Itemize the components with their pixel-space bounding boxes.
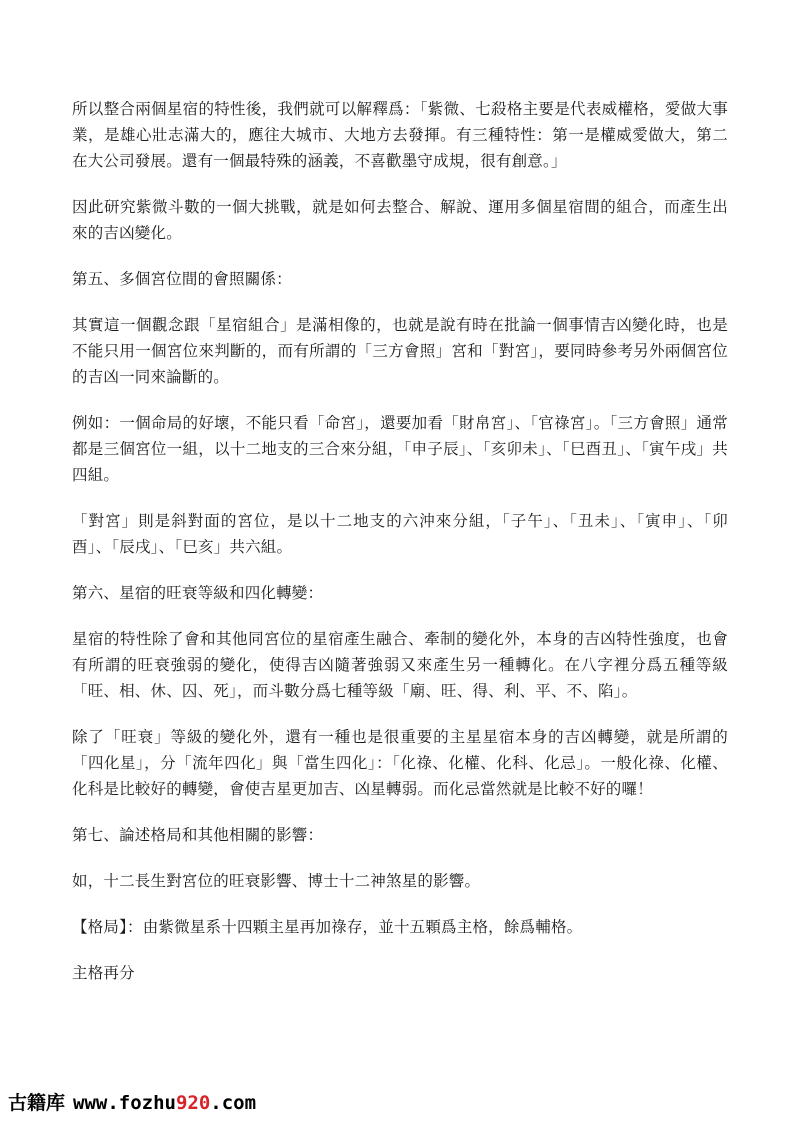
footer-brand: 古籍库 bbox=[8, 1092, 66, 1114]
paragraph-twelve-growth: 如，十二長生對宮位的旺衰影響、博士十二神煞星的影響。 bbox=[72, 872, 481, 890]
document-body bbox=[72, 96, 728, 1006]
paragraph-summary-quote: 所以整合兩個星宿的特性後，我們就可以解釋爲：「紫微、七殺格主要是代表威權格，愛做大事業，是雄心壯志滿大的，應往大城市、大地方去發揮。有三種特性：第一是權威愛做大，第二在大公司發展。還有一個最特殊的涵義，不喜歡墨守成規，很有創意。」 bbox=[72, 100, 728, 170]
paragraph-pattern-definition: 【格局】：由紫微星系十四顆主星再加祿存，並十五顆爲主格，餘爲輔格。 bbox=[72, 918, 583, 936]
footer-site-prefix: www.fozhu bbox=[73, 1092, 176, 1114]
section-heading-seven: 第七、論述格局和其他相關的影響： bbox=[72, 826, 324, 844]
section-heading-five: 第五、多個宮位間的會照關係： bbox=[72, 270, 292, 288]
paragraph-main-pattern: 主格再分 bbox=[72, 964, 135, 982]
footer-watermark bbox=[8, 1088, 256, 1115]
paragraph-opposite-palace: 「對宮」則是斜對面的宮位，是以十二地支的六沖來分組，「子午」、「丑未」、「寅申」、「卯酉」、「辰戌」、「巳亥」共六組。 bbox=[72, 512, 728, 556]
paragraph-four-transformations: 除了「旺衰」等級的變化外，還有一種也是很重要的主星星宿本身的吉凶轉變，就是所謂的「四化星」，分「流年四化」與「當生四化」：「化祿、化權、化科、化忌」。一般化祿、化權、化科是比較好的轉變，會使吉星更加吉、凶星轉弱。而化忌當然就是比較不好的囉！ bbox=[72, 728, 728, 798]
paragraph-palace-relation: 其實這一個觀念跟「星宿組合」是滿相像的，也就是說有時在批論一個事情吉凶變化時，也是不能只用一個宮位來判斷的，而有所謂的「三方會照」宮和「對宮」，要同時參考另外兩個宮位的吉凶一同來論斷的。 bbox=[72, 316, 728, 386]
footer-site-suffix: .com bbox=[210, 1092, 257, 1114]
footer-site-link[interactable] bbox=[73, 1092, 256, 1114]
paragraph-strength-levels: 星宿的特性除了會和其他同宮位的星宿產生融合、牽制的變化外，本身的吉凶特性強度，也會有所謂的旺衰強弱的變化，使得吉凶隨著強弱又來產生另一種轉化。在八字裡分爲五種等級「旺、相、休、囚、死」，而斗數分爲七種等級「廟、旺、得、利、平、不、陷」。 bbox=[72, 630, 728, 700]
footer-site-number: 920 bbox=[175, 1092, 211, 1114]
paragraph-example-three-sides: 例如：一個命局的好壞，不能只看「命宮」，還要加看「財帛宮」、「官祿宮」。「三方會照」通常都是三個宮位一組，以十二地支的三合來分組，「申子辰」、「亥卯未」、「巳酉丑」、「寅午戌」共四組。 bbox=[72, 414, 728, 484]
paragraph-research-challenge: 因此研究紫微斗數的一個大挑戰，就是如何去整合、解說、運用多個星宿間的組合，而產生出來的吉凶變化。 bbox=[72, 198, 728, 242]
section-heading-six: 第六、星宿的旺衰等級和四化轉變： bbox=[72, 584, 324, 602]
